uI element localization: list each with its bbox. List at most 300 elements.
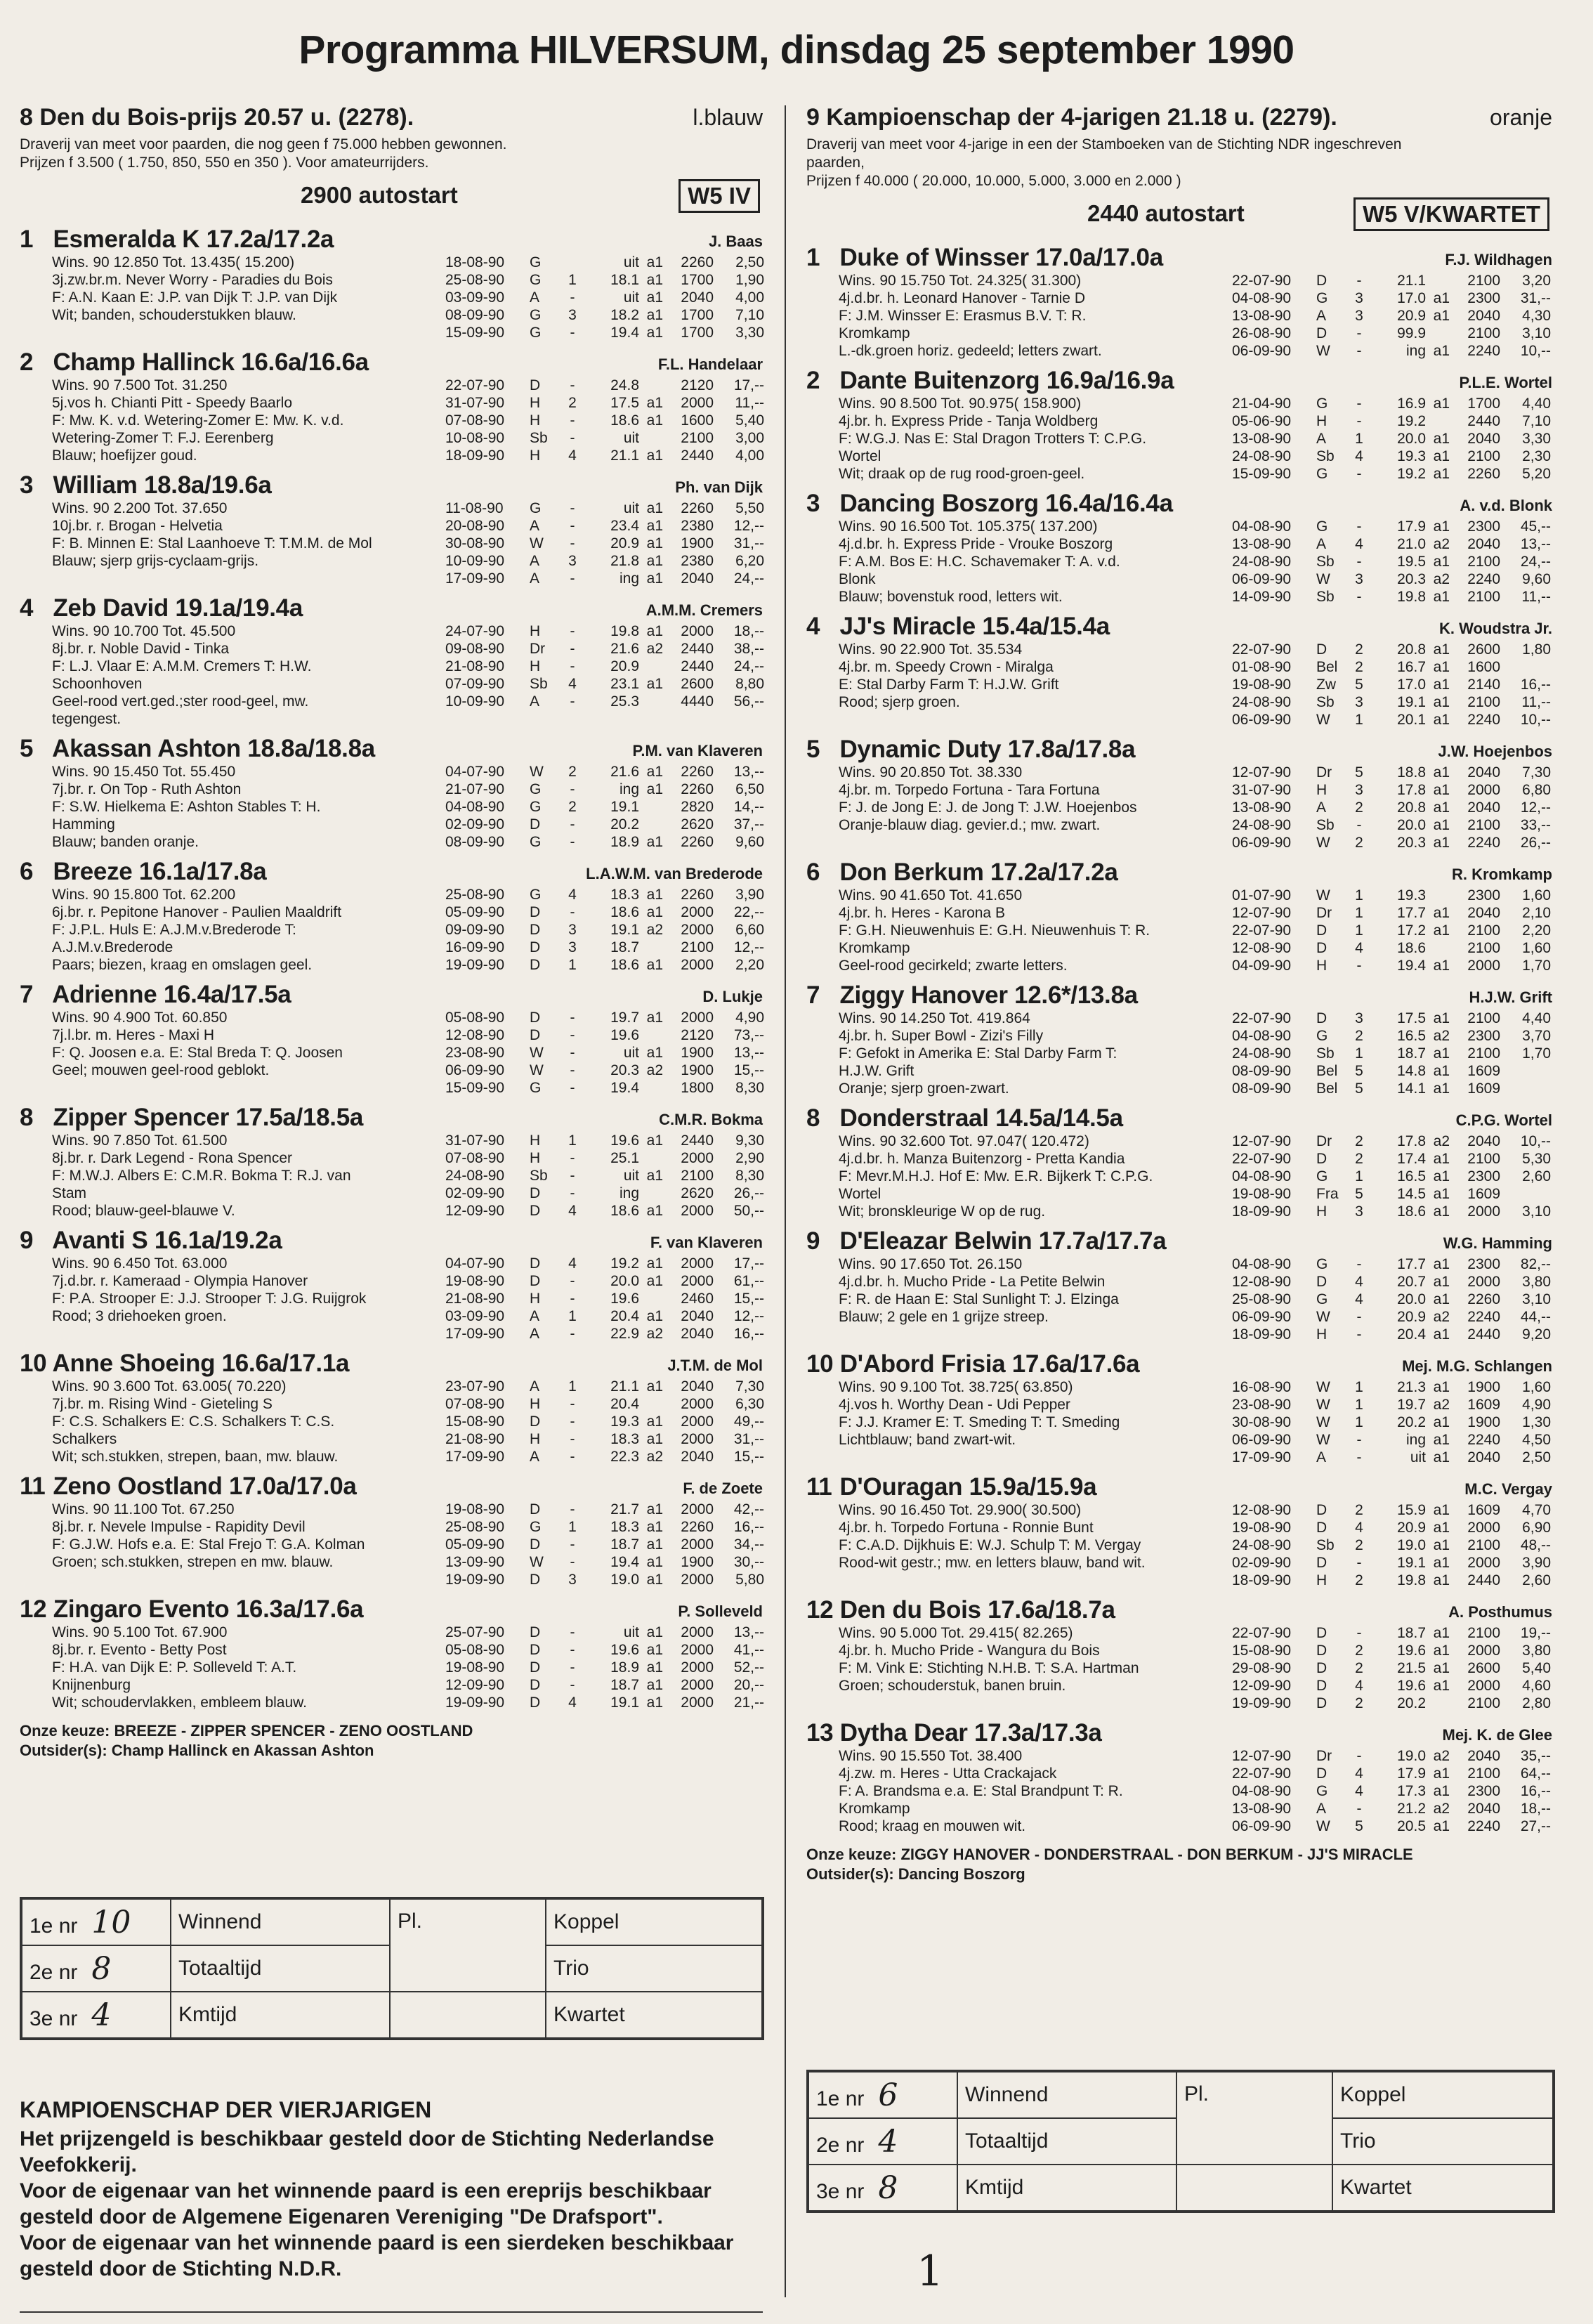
result-start: a2 (1433, 1801, 1450, 1817)
recent-results (445, 254, 764, 341)
result-distance: 2100 (1467, 589, 1500, 605)
horse-name (806, 367, 1174, 395)
result-date: 21-04-90 (1232, 396, 1292, 412)
result-row (445, 412, 764, 429)
result-date: 11-08-90 (445, 500, 504, 516)
result-time: 19.5 (1397, 554, 1426, 570)
result-distance: 2300 (1467, 1783, 1500, 1799)
result-date: 13-08-90 (1232, 308, 1292, 324)
race-description (806, 136, 1552, 190)
result-track: D (1316, 325, 1328, 341)
result-place: 4 (1355, 1678, 1363, 1694)
result-distance: 2040 (1467, 905, 1500, 921)
result-place: - (570, 535, 575, 551)
result-place: - (1356, 273, 1362, 289)
horse-number: 4 (20, 594, 34, 622)
result-start: a1 (1433, 1660, 1450, 1676)
result-odds: 7,30 (735, 1378, 764, 1395)
result-track: W (1316, 1379, 1330, 1395)
result-start (639, 693, 663, 710)
result-date: 29-08-90 (1232, 1660, 1292, 1676)
result-start: a1 (1433, 694, 1450, 710)
result-start: a1 (646, 623, 663, 639)
horse-info-line: F: L.J. Vlaar E: A.M.M. Cremers T: H.W. (52, 658, 312, 674)
horse-name (20, 1595, 363, 1624)
horse-info-line: Groen; schouderstuk, banen bruin. (839, 1678, 1066, 1694)
result-time: 17.0 (1397, 290, 1426, 306)
horse-info-line: Kromkamp (839, 325, 910, 341)
result-date: 05-09-90 (445, 1536, 505, 1553)
result-odds: 41,-- (733, 1642, 764, 1658)
horse-info-line: Blonk (839, 571, 876, 587)
horse-number: 1 (806, 244, 820, 271)
result-track: Zw (1316, 677, 1336, 693)
result-time: 23.4 (610, 518, 639, 534)
result-place: 5 (1355, 1063, 1363, 1079)
horse-entry (806, 1593, 1552, 1712)
horse-info-line: H.J.W. Grift (839, 1063, 914, 1079)
result-date: 04-08-90 (445, 799, 505, 815)
result-time: 19.0 (610, 1572, 639, 1588)
result-odds: 37,-- (733, 816, 764, 833)
handwritten-value: 8 (878, 2169, 898, 2206)
result-track: G (530, 799, 542, 815)
result-place: 2 (1355, 1572, 1363, 1588)
result-place: 5 (1355, 1818, 1363, 1834)
result-date: 17-09-90 (1232, 1449, 1292, 1465)
result-odds: 5,30 (1522, 1151, 1551, 1167)
result-row (445, 254, 764, 271)
horse-info-line: 8j.br. r. Dark Legend - Rona Spencer (52, 1150, 293, 1166)
result-date: 24-08-90 (1232, 1537, 1292, 1553)
result-time: 17.5 (1397, 1010, 1426, 1026)
result-time: 16.5 (1397, 1028, 1426, 1044)
result-place: - (570, 1624, 575, 1640)
horse-number: 7 (20, 981, 34, 1008)
result-distance: 2620 (681, 1185, 714, 1201)
result-odds (1500, 1080, 1551, 1097)
result-date: 10-09-90 (445, 553, 505, 569)
horse-info-line: Wins. 90 16.450 Tot. 29.900( 30.500) (839, 1502, 1082, 1518)
result-start: a1 (1433, 1555, 1450, 1571)
result-time: 18.6 (1397, 1203, 1426, 1220)
result-distance: 2460 (681, 1291, 714, 1307)
driver-name: M.C. Vergay (1464, 1480, 1552, 1498)
result-place: 1 (568, 1132, 577, 1149)
result-odds: 22,-- (733, 904, 764, 920)
result-track: D (1316, 1555, 1328, 1571)
result-distance: 2240 (1467, 343, 1500, 359)
driver-name: R. Kromkamp (1451, 866, 1552, 883)
result-track: D (530, 1185, 541, 1201)
horse-header (806, 1470, 1552, 1501)
result-time: 18.7 (610, 1677, 639, 1693)
result-odds: 4,90 (1522, 1397, 1551, 1413)
result-odds: 33,-- (1520, 817, 1551, 833)
result-start: a1 (646, 518, 663, 534)
result-place: 2 (1355, 1151, 1363, 1167)
result-place: - (570, 1642, 575, 1658)
result-row (1232, 1519, 1552, 1536)
result-date: 30-08-90 (1232, 1414, 1292, 1430)
result-row (1232, 325, 1552, 342)
result-time: 19.4 (610, 1554, 639, 1570)
result-place: 3 (568, 307, 577, 323)
result-odds: 10,-- (1520, 343, 1551, 359)
horse-name-text: Donderstraal 14.5a/14.5a (839, 1104, 1123, 1132)
result-distance: 2140 (1467, 677, 1500, 693)
result-distance: 2040 (1467, 431, 1500, 447)
result-start: a1 (1433, 958, 1450, 974)
result-distance: 2380 (681, 553, 714, 569)
result-place: - (570, 1414, 575, 1430)
result-time: 18.6 (610, 412, 639, 429)
result-distance: 2100 (1467, 940, 1500, 956)
result-odds: 6,80 (1522, 782, 1551, 798)
result-row (445, 1395, 764, 1413)
result-place: 4 (568, 1255, 577, 1272)
result-track: D (530, 957, 541, 973)
result-odds: 9,30 (735, 1132, 764, 1149)
horse-info (806, 1255, 1232, 1343)
result-time: 19.4 (1397, 958, 1426, 974)
result-time: 18.9 (610, 834, 639, 850)
result-time: 19.4 (610, 325, 639, 341)
result-row (445, 658, 764, 675)
result-row (445, 1202, 764, 1220)
horse-info-line: Wins. 90 15.550 Tot. 38.400 (839, 1748, 1023, 1764)
horse-info (20, 1501, 445, 1588)
horse-name-text: Avanti S 16.1a/19.2a (52, 1227, 282, 1254)
result-time: 22.9 (610, 1326, 639, 1342)
driver-name: Mej. K. de Glee (1442, 1726, 1552, 1744)
result-place: - (570, 1062, 575, 1078)
result-track: D (1316, 1643, 1328, 1659)
result-row (1232, 1677, 1552, 1695)
result-time: 20.5 (1397, 1818, 1426, 1834)
result-track: A (1316, 431, 1327, 447)
result-distance: 2000 (681, 395, 714, 411)
result-place: 1 (1355, 1397, 1363, 1413)
result-row (445, 552, 764, 570)
result-place: 5 (1355, 677, 1363, 693)
result-track: H (1316, 1203, 1328, 1220)
horse-entry (20, 1347, 763, 1465)
result-start (639, 816, 663, 833)
result-date: 22-07-90 (1232, 273, 1292, 289)
recent-results (1232, 1378, 1552, 1466)
result-distance: 2000 (681, 1659, 714, 1676)
result-date: 05-09-90 (445, 904, 505, 920)
result-distance: 2040 (1467, 536, 1500, 552)
result-row (1232, 1536, 1552, 1554)
recent-results (1232, 1132, 1552, 1220)
horse-info-line: F: C.S. Schalkers E: C.S. Schalkers T: C.S. (52, 1414, 335, 1430)
result-start: a1 (646, 500, 663, 516)
horse-info-line: Blauw; bovenstuk rood, letters wit. (839, 589, 1063, 605)
result-time: 21.1 (610, 448, 639, 464)
horse-info (806, 395, 1232, 483)
result-row (1232, 1168, 1552, 1185)
result-date: 06-09-90 (1232, 343, 1292, 359)
result-start: a2 (646, 922, 663, 938)
result-distance: 2260 (1467, 466, 1500, 482)
driver-name: F.J. Wildhagen (1445, 251, 1552, 268)
result-date: 02-09-90 (1232, 1555, 1292, 1571)
result-track: A (530, 1378, 540, 1395)
horse-name-text: Adrienne 16.4a/17.5a (52, 981, 291, 1008)
result-odds: 1,70 (1522, 1045, 1551, 1062)
koppel-cell: Koppel (1332, 2072, 1553, 2118)
result-track: H (530, 1396, 541, 1412)
result-odds: 3,80 (1522, 1274, 1551, 1290)
result-place: - (1356, 1555, 1362, 1571)
result-place: 3 (1355, 290, 1363, 306)
result-odds: 26,-- (1520, 835, 1551, 851)
result-start: a1 (1433, 712, 1450, 728)
result-distance: 2040 (1467, 308, 1500, 324)
horse-header (20, 732, 763, 763)
horse-entry (20, 346, 763, 464)
handwritten-value: 6 (878, 2077, 898, 2113)
result-start: a1 (1433, 308, 1450, 324)
result-time: 19.1 (610, 799, 639, 815)
result-time: 22.3 (610, 1449, 639, 1465)
result-place: - (570, 377, 575, 393)
result-odds: 26,-- (733, 1185, 764, 1201)
horse-name (806, 859, 1118, 887)
result-place: 4 (568, 887, 577, 903)
result-distance: 2260 (681, 887, 714, 903)
result-start: a1 (1433, 782, 1450, 798)
result-odds: 31,-- (733, 1431, 764, 1447)
result-start: a1 (1433, 659, 1450, 675)
result-distance: 2240 (1467, 1432, 1500, 1448)
result-start: a1 (1433, 466, 1450, 482)
horse-info-line: 4j.vos h. Worthy Dean - Udi Pepper (839, 1397, 1070, 1413)
result-row (445, 1571, 764, 1588)
result-time: 21.2 (1397, 1801, 1426, 1817)
result-time: 19.1 (610, 922, 639, 938)
result-time: 21.3 (1397, 1379, 1426, 1395)
result-date: 22-07-90 (1232, 1151, 1292, 1167)
result-row (1232, 1185, 1552, 1203)
result-time: 19.0 (1397, 1748, 1426, 1764)
result-time: ing (619, 781, 639, 797)
result-distance: 2100 (1467, 448, 1500, 464)
result-distance: 2440 (1467, 1572, 1500, 1588)
race-heading (20, 104, 763, 131)
result-distance: 2000 (681, 1414, 714, 1430)
result-distance: 2100 (1467, 1625, 1500, 1641)
horse-info-line: Wortel (839, 1186, 881, 1202)
horse-entry (20, 855, 763, 974)
result-start: a1 (1433, 396, 1450, 412)
race-heading (806, 104, 1552, 131)
result-distance: 2440 (681, 448, 714, 464)
horse-info-line: Wetering-Zomer T: F.J. Eerenberg (52, 430, 274, 446)
result-place: 3 (568, 922, 577, 938)
result-place: - (1356, 554, 1362, 570)
result-date: 08-09-90 (445, 307, 505, 323)
driver-name: W.G. Hamming (1443, 1234, 1552, 1252)
result-place: 3 (1355, 308, 1363, 324)
horse-list (20, 223, 763, 1711)
result-track: H (530, 1291, 541, 1307)
result-time: 19.8 (610, 623, 639, 639)
result-row (445, 1536, 764, 1553)
result-start: a2 (1433, 571, 1450, 587)
result-time: 25.3 (610, 693, 639, 710)
horse-info (806, 641, 1232, 729)
result-track: A (530, 693, 540, 710)
horse-info-line: 8j.br. r. Nevele Impulse - Rapidity Devil (52, 1519, 306, 1535)
result-row (445, 535, 764, 552)
result-start: a1 (646, 764, 663, 780)
result-time: 20.1 (1397, 712, 1426, 728)
horse-info-line: Schoonhoven (52, 676, 143, 692)
result-track: W (530, 1045, 544, 1061)
race-title: 8 Den du Bois-prijs 20.57 u. (2278). (20, 104, 414, 131)
result-time: 17.5 (610, 395, 639, 411)
result-place: - (1356, 1801, 1362, 1817)
result-start: a1 (646, 1677, 663, 1693)
result-time: 21.1 (610, 1378, 639, 1395)
result-place: - (1356, 1256, 1362, 1272)
horse-info-line: F: J. de Jong E: J. de Jong T: J.W. Hoejenbos (839, 799, 1137, 816)
result-distance: 2260 (681, 1519, 714, 1535)
result-odds: 3,90 (735, 887, 764, 903)
driver-name: C.P.G. Wortel (1455, 1111, 1552, 1129)
result-odds: 31,-- (733, 535, 764, 551)
result-time: 18.7 (610, 1536, 639, 1553)
result-distance: 2380 (681, 518, 714, 534)
result-distance: 2300 (1467, 1028, 1500, 1044)
result-start (1426, 1695, 1450, 1712)
result-date: 13-08-90 (1232, 431, 1292, 447)
horse-entry (20, 469, 763, 587)
result-time: 20.8 (1397, 641, 1426, 658)
horse-info-line: Blauw; banden oranje. (52, 834, 199, 850)
result-start: a1 (1433, 677, 1450, 693)
horse-info-line: 8j.br. r. Evento - Betty Post (52, 1642, 227, 1658)
result-row (445, 517, 764, 535)
result-start: a1 (1433, 290, 1450, 306)
result-odds: 61,-- (733, 1273, 764, 1289)
driver-name: P.M. van Klaveren (632, 742, 763, 759)
horse-entry (20, 1593, 763, 1711)
result-track: A (1316, 799, 1327, 816)
horse-info (806, 1501, 1232, 1589)
result-time: uit (623, 254, 639, 270)
result-odds: 7,10 (1522, 413, 1551, 429)
horse-info-line: F: J.J. Kramer E: T. Smeding T: T. Smeding (839, 1414, 1120, 1430)
result-distance: 2040 (1467, 1133, 1500, 1149)
result-row (445, 1255, 764, 1272)
result-time: 20.3 (1397, 571, 1426, 587)
result-time: 20.9 (610, 658, 639, 674)
result-place: 2 (1355, 1502, 1363, 1518)
result-distance: 2000 (681, 1695, 714, 1711)
recent-results (445, 886, 764, 974)
result-track: G (530, 307, 542, 323)
result-place: - (570, 1449, 575, 1465)
result-date: 08-09-90 (445, 834, 505, 850)
result-place: 4 (1355, 1783, 1363, 1799)
result-track: Dr (1316, 764, 1332, 781)
result-date: 23-08-90 (1232, 1397, 1292, 1413)
result-track: G (530, 254, 542, 270)
result-track: G (530, 272, 542, 288)
result-start: a1 (1433, 554, 1450, 570)
result-time: 19.0 (1397, 1537, 1426, 1553)
result-row (1232, 342, 1552, 360)
horse-info (806, 1624, 1232, 1712)
horse-number: 3 (20, 471, 34, 499)
result-place: - (1356, 1625, 1362, 1641)
result-start: a1 (646, 1572, 663, 1588)
result-track: H (1316, 958, 1328, 974)
result-row (445, 1149, 764, 1167)
result-date: 15-09-90 (445, 1080, 505, 1096)
driver-name: H.J.W. Grift (1469, 988, 1552, 1006)
result-time: 21.6 (610, 641, 639, 657)
result-start: a1 (1433, 1520, 1450, 1536)
horse-info-line: 8j.br. r. Noble David - Tinka (52, 641, 230, 657)
result-row (445, 1132, 764, 1149)
result-row (1232, 1449, 1552, 1466)
driver-name: C.M.R. Bokma (659, 1111, 763, 1128)
result-track: H (530, 1431, 541, 1447)
championship-info (20, 2097, 763, 2282)
result-row (445, 1659, 764, 1676)
result-start: a1 (1433, 835, 1450, 851)
result-distance: 2260 (1467, 1291, 1500, 1307)
result-track: A (530, 553, 540, 569)
result-distance: 2440 (681, 641, 714, 657)
result-odds: 3,90 (1522, 1555, 1551, 1571)
horse-number: 8 (20, 1104, 34, 1131)
result-place: - (1356, 589, 1362, 605)
horse-info (20, 1132, 445, 1220)
horse-header (806, 1347, 1552, 1378)
result-track: Sb (530, 676, 548, 692)
result-place: 1 (568, 1519, 577, 1535)
horse-number: 2 (20, 348, 34, 376)
result-place: - (570, 412, 575, 429)
result-track: D (530, 1010, 541, 1026)
result-track: A (530, 289, 540, 306)
result-row (1232, 1747, 1552, 1765)
result-time: 19.6 (610, 1291, 639, 1307)
horse-info-line: 4j.br. h. Heres - Karona B (839, 905, 1005, 921)
result-time: 20.2 (610, 816, 639, 833)
result-row (445, 1378, 764, 1395)
result-odds: 13,-- (1520, 536, 1551, 552)
horse-list (806, 241, 1552, 1835)
result-track: H (530, 623, 541, 639)
result-track: Sb (1316, 817, 1335, 833)
result-time: 99.9 (1397, 325, 1426, 341)
result-odds: 2,20 (735, 957, 764, 973)
result-date: 13-09-90 (445, 1554, 505, 1570)
result-track: Sb (530, 1168, 548, 1184)
recent-results (1232, 887, 1552, 974)
horse-info-line: Wit; sch.stukken, strepen, baan, mw. blauw. (52, 1449, 339, 1465)
result-distance: 2300 (1467, 1168, 1500, 1184)
result-distance: 1900 (1467, 1379, 1500, 1395)
result-odds: 73,-- (733, 1027, 764, 1043)
